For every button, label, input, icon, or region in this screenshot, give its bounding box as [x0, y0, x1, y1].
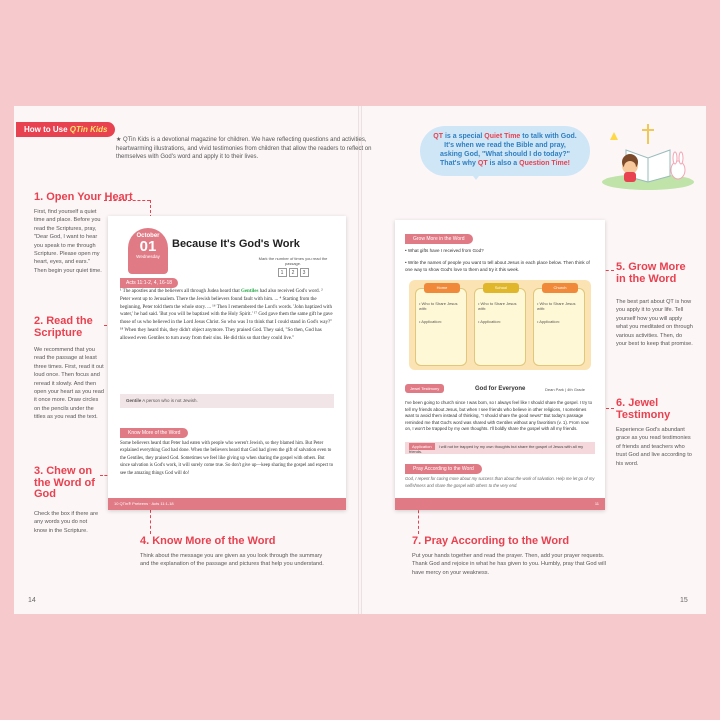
lesson-title: Because It's God's Work [172, 238, 300, 250]
grow-question-2: • Write the names of people you want to tell about Jesus in each place below. Then think of one way to show God's love to them and try it this week. [405, 260, 590, 272]
date-badge: October 01 Wednesday [128, 228, 168, 274]
application-cards [409, 280, 591, 370]
step-7-body: Put your hands together and read the prayer. Then, add your prayer requests. Thank God and rejoice in what he has given to you. Humbly, pray that God will have mercy on your weakness. [412, 553, 606, 576]
card-home: Home • Who to Share Jesus with: • Application: [415, 288, 467, 366]
step-5-body: The best part about QT is how you apply it to your life. Tell yourself how you will apply what you meditated on through various activities. Then, do your best to keep that promise. [616, 299, 693, 347]
page-spine [358, 106, 362, 614]
know-more-body: Some believers heard that Peter had eaten with people who weren't Jewish, so they blamed him. But Peter explained everything God had done. When the believers heard that God had given the gift of salvation even to the Gentiles, they praised God. Sometimes we feel like giving up when sharing the gospel with others. But since salvation is God's work, it will surely come true. So don't give up—keep sharing the gospel and expect to see the amazing things God will do! [120, 441, 334, 476]
step-6-title: 6. Jewel Testimony [616, 397, 671, 421]
card-church: Church • Who to Share Jesus with: • Application: [533, 288, 585, 366]
read-mark-box[interactable]: 1 [278, 268, 287, 277]
card-school: School • Who to Share Jesus with: • Application: [474, 288, 526, 366]
connector-1 [104, 200, 150, 201]
step-2-title: 2. Read the Scripture [34, 315, 93, 339]
qt-speech-bubble: QT is a special Quiet Time to talk with God. It's when we read the Bible and pray, asking God, "What should I do today?" That's why QT is also a Question Time! [420, 126, 590, 176]
devotional-page-left [108, 216, 346, 510]
step-3-title: 3. Chew on the Word of God [34, 465, 95, 501]
how-to-use-tag: How to Use QTin Kids [16, 122, 115, 137]
pray-tag: Pray According to the Word [405, 464, 482, 474]
page-number-right: 15 [680, 597, 688, 604]
step-4-body: Think about the message you are given as you look through the summary and the explanation of the passage and pictures that help you understand. [140, 553, 324, 568]
read-count-marks: Mark the number of times you read the passage. 1 2 3 [258, 256, 328, 276]
step-7-title: 7. Pray According to the Word [412, 535, 570, 547]
step-6-body: Experience God's abundant grace as you read testimonies of friends and teachers who trust God and live according to his word. [616, 427, 692, 467]
kids-reading-illustration [600, 120, 696, 190]
word-gloss: Gentile A person who is not Jewish. [120, 394, 334, 408]
application-bar: Application I will not be trapped by my own thoughts but share the gospel of Jesus with all my friends. [405, 442, 595, 454]
page-number-left: 14 [28, 597, 36, 604]
bubble-tail [470, 172, 482, 180]
step-2-body: We recommend that you read the passage at least three times. First, read it out loud once. Then focus and reread it slowly. And then open your heart as you read it once more. Draw circles on the pencils under the titles as you read the text. [34, 347, 104, 421]
step-3-body: Check the box if there are any words you do not know in the Scripture. [34, 511, 99, 534]
testimony-title: God for Everyone [475, 386, 526, 392]
jewel-testimony-tag: Jewel Testimony [405, 384, 444, 393]
know-more-tag: Know More of the Word [120, 428, 188, 438]
testimony-author: Dean Park | 4th Grade [545, 387, 585, 392]
verse-reference: Acts 11:1-2, 4, 16-18 [120, 278, 178, 288]
devotional-page-right [395, 220, 605, 510]
testimony-body: I've been going to church since I was born, so I always feel like I should share the gospel. I try to tell my friends about Jesus, but when I see friends who believe in other religions, I sometimes want to avoid them instead of thinking, "I should share the good news!" But today's passage reminded me that God's word was shared with Gentiles without any favoritism (v. 1). From now on, I won't be trapped by my own thoughts. I'll boldly share the gospel with all my friends. [405, 400, 593, 432]
right-page-footer: 11 [395, 498, 605, 510]
read-mark-box[interactable]: 3 [300, 268, 309, 277]
left-page-footer: 10 QTin® Preteens · Acts 11:1-18 [108, 498, 346, 510]
grow-more-tag: Grow More in the Word [405, 234, 473, 244]
scripture-text: ¹ The apostles and the believers all through Judea heard that Gentiles had also received God's word. ² Peter went up to Jerusalem. There the Jewish believers found fault with him. ... ⁴ Starting from the beginning, Peter told them the whole story. ... ¹⁶ Then I remembered the Lord's words. 'John baptized with water,' he had said. 'But you will be baptized with the Holy Spirit.' ¹⁷ God gave them the same gift he gave those of us who believed in the Lord Jesus Christ. So who was I to think that I could stand in God's way?" ¹⁸ When they heard this, they didn't object anymore. They praised God. They said, "So then, God has allowed even Gentiles to turn away from their sins. He did this so that they could live." [120, 289, 333, 341]
step-1-title: 1. Open Your Heart [34, 191, 133, 203]
step-4-title: 4. Know More of the Word [140, 535, 276, 547]
step-5-title: 5. Grow More in the Word [616, 261, 686, 285]
read-mark-box[interactable]: 2 [289, 268, 298, 277]
grow-question-1: • What gifts have I received from God? [405, 248, 484, 253]
intro-text: ★ QTin Kids is a devotional magazine for children. We have reflecting questions and activities, heartwarming illustrations, and vivid testimonies from children that allow the readers to reflect on themselves with God's word and apply it to their lives. [116, 137, 372, 161]
prayer-text: God, I repent for caring more about my success than about the work of salvation. Help me let go of my selfishness and share the gospel with others to the very end. [405, 476, 595, 488]
step-1-body: First, find yourself a quiet time and place. Before you read the Scriptures, pray, "Dear God, I want to hear you speak to me through Scripture. Please open my heart, eyes, and ears." Then begin your quiet time. [34, 209, 102, 274]
